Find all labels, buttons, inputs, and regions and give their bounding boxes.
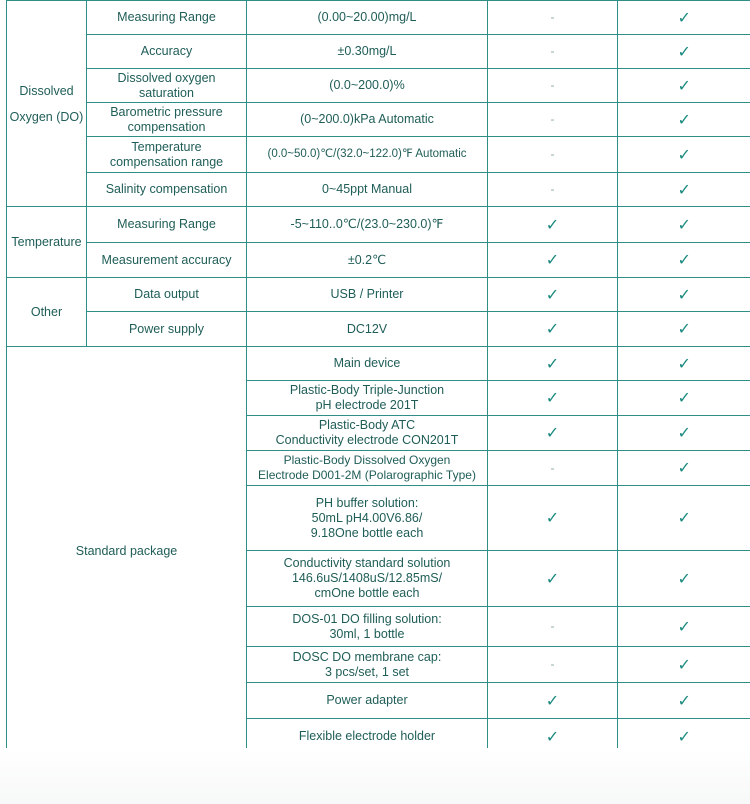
check-icon: ✓	[545, 728, 560, 746]
spec-table	[6, 0, 750, 755]
col-a-cell	[488, 137, 618, 173]
check-icon: ✓	[677, 252, 691, 269]
package-item-line: Conductivity electrode CON201T	[275, 433, 459, 447]
col-b-cell	[618, 69, 750, 103]
row-label: Measuring Range	[87, 207, 247, 243]
package-item-line: PH buffer solution:	[315, 495, 419, 510]
category-other: Other	[7, 278, 87, 347]
table-row	[7, 137, 750, 173]
package-item-line: cmOne bottle each	[314, 586, 420, 600]
col-b-cell	[618, 103, 750, 137]
check-icon: ✓	[545, 286, 560, 304]
row-label	[87, 69, 247, 103]
table-row	[7, 173, 750, 207]
col-a-cell	[488, 607, 618, 647]
col-a-cell	[488, 312, 618, 347]
row-spec: (0.0~50.0)℃/(32.0~122.0)℉ Automatic	[247, 137, 488, 173]
check-icon: ✓	[677, 656, 691, 674]
package-item	[247, 381, 488, 416]
check-icon: ✓	[677, 570, 691, 588]
package-item-line: 30ml, 1 bottle	[329, 626, 405, 641]
check-icon: ✓	[545, 216, 560, 234]
dash-mark: -	[550, 44, 555, 58]
col-a-cell	[488, 35, 618, 69]
col-a-cell	[488, 69, 618, 103]
table-row	[7, 347, 750, 381]
background-fade	[0, 748, 750, 804]
row-label-line: Barometric pressure	[110, 104, 223, 119]
row-spec: ±0.2℃	[247, 243, 488, 278]
col-b-cell	[618, 647, 750, 683]
package-item-line: 146.6uS/1408uS/12.85mS/	[291, 571, 443, 585]
col-a-cell	[488, 173, 618, 207]
table-row	[7, 69, 750, 103]
package-item-line: DOSC DO membrane cap:	[292, 649, 442, 664]
col-a-cell	[488, 278, 618, 312]
check-icon: ✓	[677, 77, 691, 95]
check-icon: ✓	[677, 390, 691, 407]
col-a-cell	[488, 451, 618, 486]
package-item-line: Electrode D001-2M (Polarographic Type)	[258, 468, 476, 482]
row-spec: (0~200.0)kPa Automatic	[247, 103, 488, 137]
col-a-cell	[488, 103, 618, 137]
check-icon: ✓	[677, 146, 691, 164]
row-label: Power supply	[87, 312, 247, 347]
package-item-line: DOS-01 DO filling solution:	[292, 611, 442, 626]
row-label	[87, 137, 247, 173]
table-row	[7, 103, 750, 137]
table-row	[7, 1, 750, 35]
package-item	[247, 416, 488, 451]
col-a-cell	[488, 347, 618, 381]
check-icon: ✓	[545, 252, 560, 269]
table-row	[7, 35, 750, 69]
category-temperature: Temperature	[7, 207, 87, 278]
col-a-cell	[488, 381, 618, 416]
row-label: Measurement accuracy	[87, 243, 247, 278]
check-icon: ✓	[545, 570, 560, 588]
category-label-line: Dissolved	[19, 83, 74, 98]
check-icon: ✓	[545, 425, 560, 442]
col-b-cell	[618, 35, 750, 69]
row-spec: -5~110..0℃/(23.0~230.0)℉	[247, 207, 488, 243]
col-a-cell	[488, 486, 618, 551]
check-icon: ✓	[545, 355, 560, 373]
check-icon: ✓	[677, 728, 691, 746]
row-spec: (0.0~200.0)%	[247, 69, 488, 103]
row-spec: USB / Printer	[247, 278, 488, 312]
check-icon: ✓	[677, 321, 691, 338]
col-b-cell	[618, 278, 750, 312]
check-icon: ✓	[677, 692, 691, 710]
package-item-line: Plastic-Body Dissolved Oxygen	[283, 453, 451, 467]
dash-mark: -	[550, 112, 555, 126]
col-b-cell	[618, 347, 750, 381]
dash-mark: -	[550, 147, 555, 161]
check-icon: ✓	[677, 460, 691, 477]
row-label: Salinity compensation	[87, 173, 247, 207]
check-icon: ✓	[677, 43, 691, 61]
package-item-line: 50mL pH4.00V6.86/	[311, 510, 423, 525]
col-a-cell	[488, 416, 618, 451]
col-b-cell	[618, 551, 750, 607]
row-spec: (0.00~20.00)mg/L	[247, 1, 488, 35]
dash-mark: -	[550, 619, 555, 633]
check-icon: ✓	[677, 510, 691, 527]
row-label-line: Temperature	[131, 139, 202, 154]
package-item	[247, 486, 488, 551]
check-icon: ✓	[545, 692, 560, 710]
col-b-cell	[618, 137, 750, 173]
col-b-cell	[618, 486, 750, 551]
package-item: Main device	[247, 347, 488, 381]
package-item-line: 9.18One bottle each	[310, 525, 424, 540]
row-spec: ±0.30mg/L	[247, 35, 488, 69]
category-standard-package: Standard package	[7, 347, 247, 755]
package-item: Power adapter	[247, 683, 488, 719]
row-spec: DC12V	[247, 312, 488, 347]
category-dissolved-oxygen	[7, 1, 87, 207]
table-row	[7, 312, 750, 347]
check-icon: ✓	[677, 181, 691, 199]
check-icon: ✓	[545, 390, 560, 407]
col-b-cell	[618, 416, 750, 451]
col-b-cell	[618, 451, 750, 486]
table-row	[7, 278, 750, 312]
row-label: Accuracy	[87, 35, 247, 69]
check-icon: ✓	[677, 286, 691, 304]
package-item-line: pH electrode 201T	[315, 398, 419, 412]
col-b-cell	[618, 1, 750, 35]
package-item-line: Conductivity standard solution	[283, 556, 451, 570]
check-icon: ✓	[545, 510, 560, 527]
check-icon: ✓	[677, 618, 691, 636]
check-icon: ✓	[677, 355, 691, 373]
check-icon: ✓	[677, 216, 691, 234]
col-b-cell	[618, 173, 750, 207]
package-item: Flexible electrode holder	[247, 719, 488, 755]
dash-mark: -	[550, 460, 555, 475]
row-label: Measuring Range	[87, 1, 247, 35]
package-item	[247, 647, 488, 683]
col-b-cell	[618, 207, 750, 243]
package-item-line: 3 pcs/set, 1 set	[324, 664, 410, 679]
col-a-cell	[488, 683, 618, 719]
check-icon: ✓	[677, 425, 691, 442]
row-label-line: compensation	[127, 119, 206, 134]
check-icon: ✓	[545, 321, 560, 338]
col-a-cell	[488, 647, 618, 683]
package-item	[247, 607, 488, 647]
package-item-line: Plastic-Body Triple-Junction	[289, 383, 445, 397]
table-row	[7, 243, 750, 278]
col-a-cell	[488, 207, 618, 243]
dash-mark: -	[550, 78, 555, 92]
dash-mark: -	[550, 657, 555, 671]
dash-mark: -	[550, 182, 555, 196]
row-label	[87, 103, 247, 137]
row-label-line: Dissolved oxygen	[117, 70, 216, 85]
col-b-cell	[618, 312, 750, 347]
row-spec: 0~45ppt Manual	[247, 173, 488, 207]
col-a-cell	[488, 243, 618, 278]
col-b-cell	[618, 243, 750, 278]
package-item	[247, 551, 488, 607]
dash-mark: -	[550, 10, 555, 24]
package-item-line: Plastic-Body ATC	[318, 418, 416, 432]
col-b-cell	[618, 607, 750, 647]
package-item	[247, 451, 488, 486]
col-b-cell	[618, 683, 750, 719]
row-label: Data output	[87, 278, 247, 312]
col-b-cell	[618, 381, 750, 416]
col-a-cell	[488, 551, 618, 607]
row-label-line: compensation range	[109, 154, 224, 169]
category-label-line: Oxygen (DO)	[9, 109, 84, 124]
check-icon: ✓	[677, 111, 691, 129]
col-a-cell	[488, 1, 618, 35]
table-row	[7, 207, 750, 243]
check-icon: ✓	[677, 9, 691, 27]
row-label-line: saturation	[139, 85, 194, 100]
